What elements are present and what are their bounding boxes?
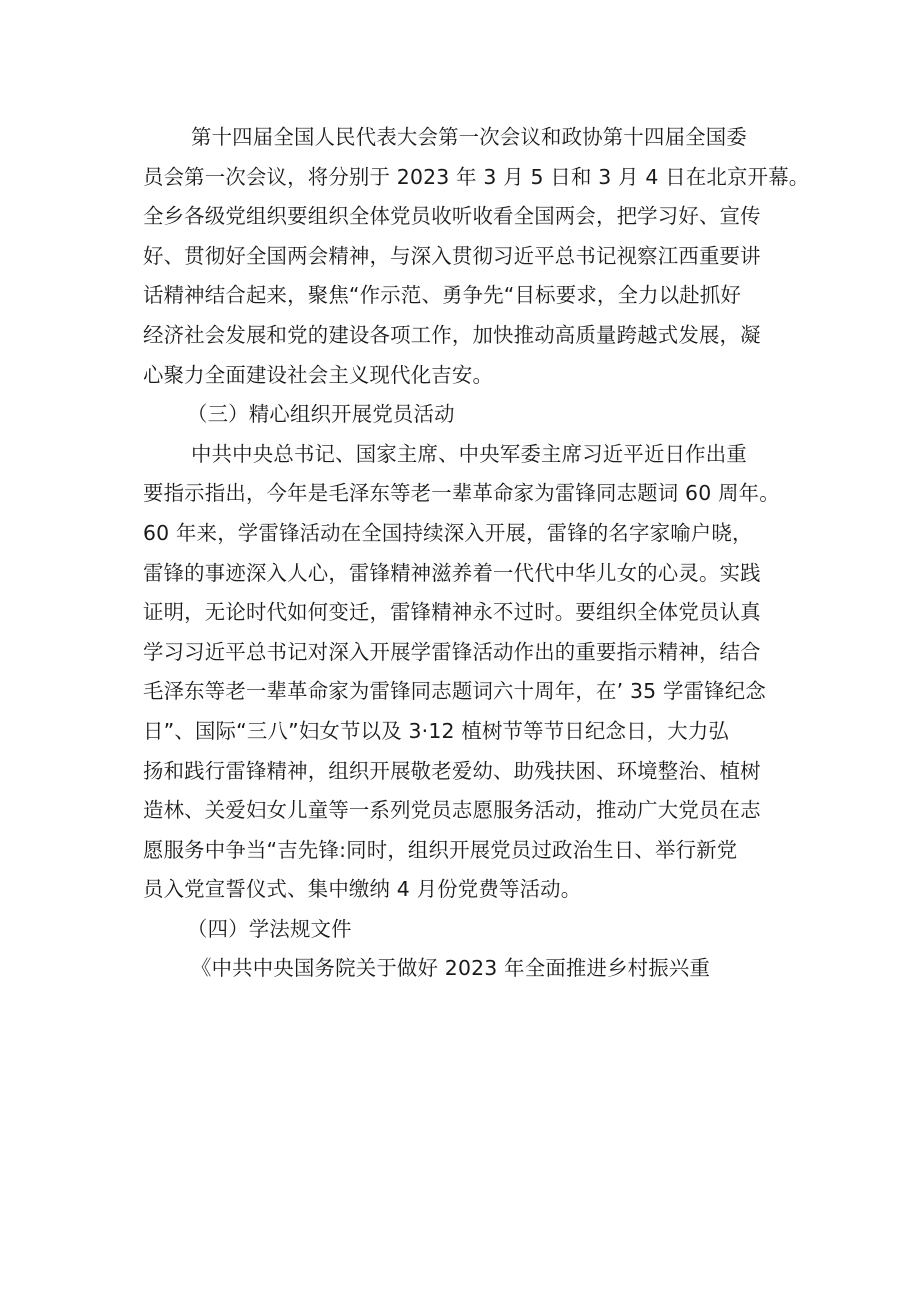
paragraph-line: 扬和践行雷锋精神，组织开展敬老爱幼、助残扶困、环境整治、植树 [143,758,761,783]
paragraph-line: 《中共中央国务院关于做好 2023 年全面推进乡村振兴重 [191,956,711,981]
paragraph-two-sessions [143,118,810,395]
paragraph-line: 愿服务中争当“吉先锋:同时，组织开展党员过政治生日、举行新党 [143,837,738,862]
paragraph-line: 造林、关爱妇女儿童等一系列党员志愿服务活动，推动广大党员在志 [143,798,761,823]
document-body [143,118,810,989]
paragraph-line: 雷锋的事迹深入人心，雷锋精神滋养着一代代中华儿女的心灵。实践 [143,560,761,585]
paragraph-line: 好、贯彻好全国两会精神，与深入贯彻习近平总书记视察江西重要讲 [143,243,761,268]
paragraph-line: 话精神结合起来，聚焦“作示范、勇争先“目标要求，全力以赴抓好 [143,283,742,308]
paragraph-line: 中共中央总书记、国家主席、中央军委主席习近平近日作出重 [191,441,747,466]
paragraph-lei-feng [143,435,795,910]
section-heading-3: （三）精心组织开展党员活动 [187,402,455,427]
paragraph-line: 第十四届全国人民代表大会第一次会议和政协第十四届全国委 [191,125,747,149]
paragraph-line: 要指示指出，今年是毛泽东等老一辈革命家为雷锋同志题词 60 周年。 [143,481,780,506]
paragraph-rural-revitalization [143,949,795,989]
paragraph-line: 员入党宣誓仪式、集中缴纳 4 月份党费等活动。 [143,877,582,902]
section-heading-4: （四）学法规文件 [187,916,352,941]
paragraph-line: 日”、国际“三八”妇女节以及 3·12 植树节等节日纪念日，大力弘 [143,718,730,743]
paragraph-line: 学习习近平总书记对深入开展学雷锋活动作出的重要指示精神，结合 [143,639,761,664]
paragraph-line: 60 年来，学雷锋活动在全国持续深入开展，雷锋的名字家喻户晓， [143,520,753,545]
paragraph-line: 全乡各级党组织要组织全体党员收听收看全国两会，把学习好、宣传 [143,204,761,229]
paragraph-line: 心聚力全面建设社会主义现代化吉安。 [143,362,494,387]
paragraph-line: 证明，无论时代如何变迁，雷锋精神永不过时。要组织全体党员认真 [143,600,761,625]
paragraph-line: 毛泽东等老一辈革命家为雷锋同志题词六十周年，在’ 35 学雷锋纪念 [143,679,766,704]
paragraph-line: 员会第一次会议，将分别于 2023 年 3 月 5 日和 3 月 4 日在北京开幕。 [143,164,810,189]
paragraph-line: 经济社会发展和党的建设各项工作，加快推动高质量跨越式发展，凝 [143,322,761,347]
